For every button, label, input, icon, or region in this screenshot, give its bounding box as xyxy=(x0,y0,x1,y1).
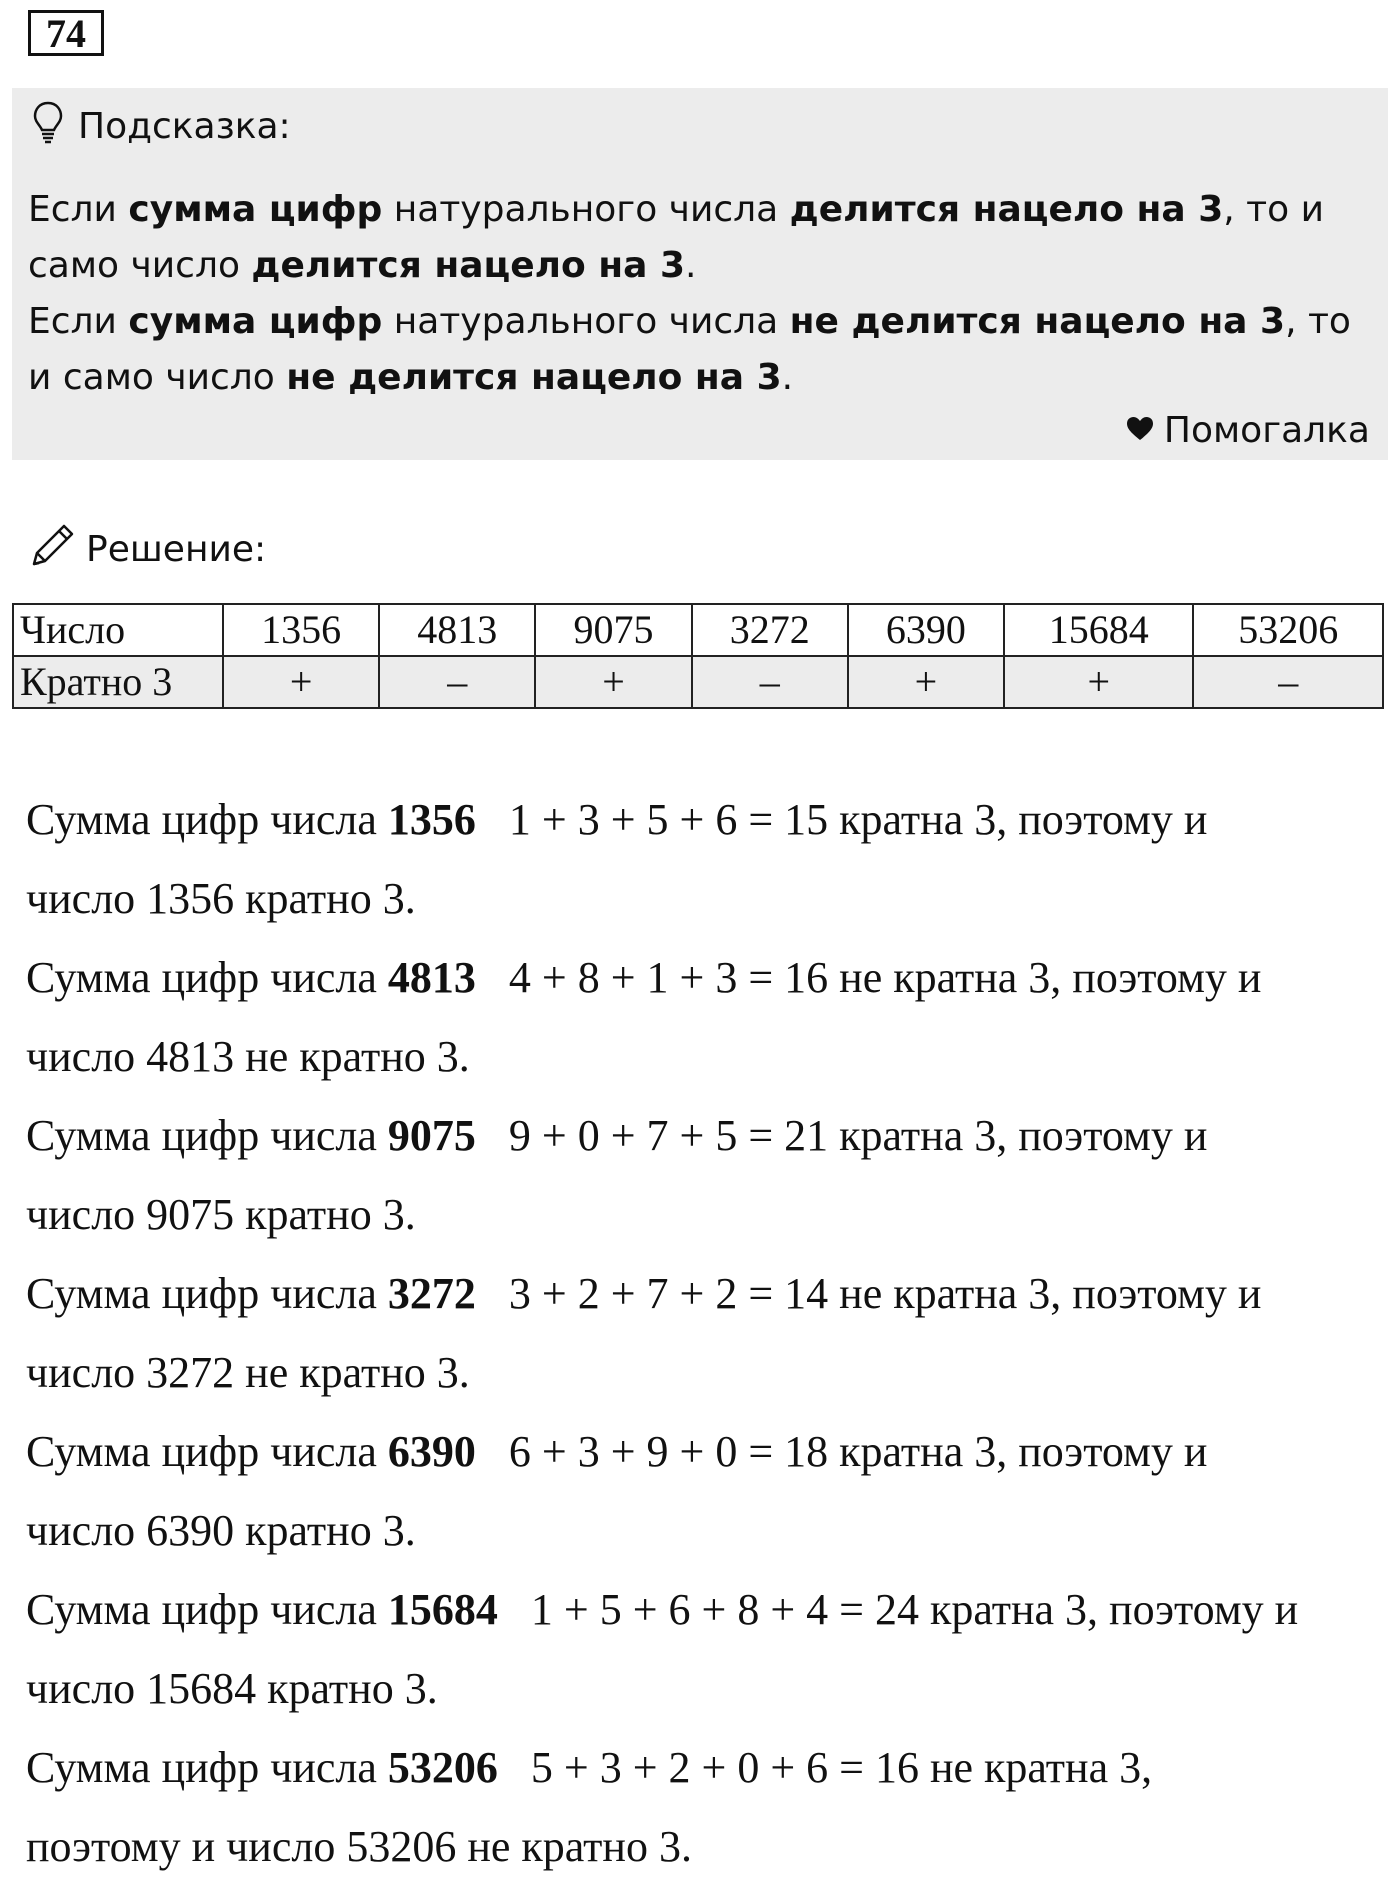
table-cell-number: 9075 xyxy=(535,604,691,656)
brand-name: Помогалка xyxy=(1163,410,1370,451)
explanation-line: Сумма цифр числа 6390 6 + 3 + 9 + 0 = 18 кратна 3, поэтому и xyxy=(26,1427,1208,1476)
explanation-line: число 3272 не кратно 3. xyxy=(26,1348,470,1397)
table-cell-number: 15684 xyxy=(1004,604,1193,656)
table-cell-mark: – xyxy=(1193,656,1383,708)
explanation-line: число 4813 не кратно 3. xyxy=(26,1032,470,1081)
table-cell-number: 4813 xyxy=(379,604,535,656)
explanation-line: число 9075 кратно 3. xyxy=(26,1190,416,1239)
explanation-line: поэтому и число 53206 не кратно 3. xyxy=(26,1822,692,1871)
task-number: 74 xyxy=(28,10,104,56)
table-cell-mark: + xyxy=(1004,656,1193,708)
table-cell-mark: – xyxy=(379,656,535,708)
explanation-line: Сумма цифр числа 53206 5 + 3 + 2 + 0 + 6 = 16 не кратна 3, xyxy=(26,1743,1153,1792)
table-cell-number: 1356 xyxy=(223,604,379,656)
explanations xyxy=(26,780,1386,1886)
divisibility-table xyxy=(12,603,1384,709)
solution-title: Решение: xyxy=(86,529,267,570)
explanation-line: Сумма цифр числа 15684 1 + 5 + 6 + 8 + 4 = 24 кратна 3, поэтому и xyxy=(26,1585,1299,1634)
row-header-divisible: Кратно 3 xyxy=(13,656,223,708)
table-cell-mark: – xyxy=(692,656,848,708)
hint-header xyxy=(32,100,291,153)
table-cell-mark: + xyxy=(535,656,691,708)
heart-icon xyxy=(1126,410,1154,451)
table-row-numbers xyxy=(13,604,1383,656)
table-cell-number: 53206 xyxy=(1193,604,1383,656)
table-row-divisible xyxy=(13,656,1383,708)
explanation-line: число 6390 кратно 3. xyxy=(26,1506,416,1555)
solution-header xyxy=(28,520,266,579)
explanation-line: число 1356 кратно 3. xyxy=(26,874,416,923)
table-cell-mark: + xyxy=(223,656,379,708)
table-cell-number: 6390 xyxy=(848,604,1004,656)
explanation-line: Сумма цифр числа 3272 3 + 2 + 7 + 2 = 14 не кратна 3, поэтому и xyxy=(26,1269,1262,1318)
explanation-line: Сумма цифр числа 1356 1 + 3 + 5 + 6 = 15 кратна 3, поэтому и xyxy=(26,795,1208,844)
hint-text xyxy=(28,182,1378,406)
hint-title: Подсказка: xyxy=(78,106,291,147)
hint-paragraph-1: Если сумма цифр натурального числа делится нацело на 3, то и само число делится нацело на 3. xyxy=(28,189,1324,286)
table-cell-number: 3272 xyxy=(692,604,848,656)
brand-label xyxy=(1126,410,1370,451)
row-header-number: Число xyxy=(13,604,223,656)
explanation-line: Сумма цифр числа 9075 9 + 0 + 7 + 5 = 21 кратна 3, поэтому и xyxy=(26,1111,1208,1160)
explanation-line: число 15684 кратно 3. xyxy=(26,1664,438,1713)
hint-paragraph-2: Если сумма цифр натурального числа не делится нацело на 3, то и само число не делится нацело на 3. xyxy=(28,301,1351,398)
table-cell-mark: + xyxy=(848,656,1004,708)
lightbulb-icon xyxy=(32,100,64,153)
pencil-icon xyxy=(28,520,78,579)
hint-box xyxy=(12,88,1388,460)
explanation-line: Сумма цифр числа 4813 4 + 8 + 1 + 3 = 16 не кратна 3, поэтому и xyxy=(26,953,1262,1002)
